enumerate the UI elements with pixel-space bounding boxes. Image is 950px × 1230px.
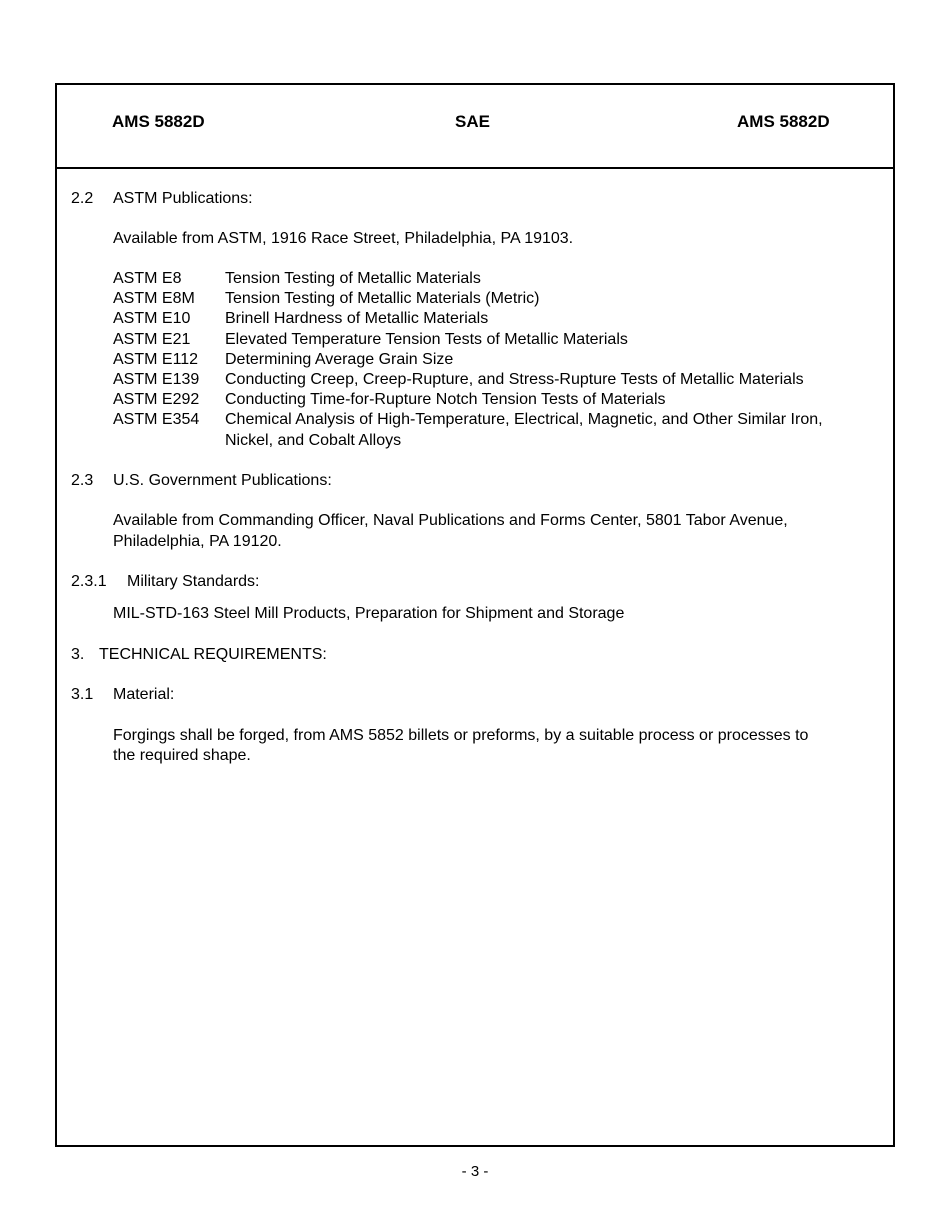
page-number: - 3 - xyxy=(461,1163,489,1180)
reference-description: Conducting Creep, Creep-Rupture, and Stress-Rupture Tests of Metallic Materials xyxy=(225,371,804,388)
section-title: Military Standards: xyxy=(127,573,260,590)
header-doc-number-left: AMS 5882D xyxy=(112,112,205,131)
header-organization: SAE xyxy=(455,112,490,131)
reference-description: Determining Average Grain Size xyxy=(225,351,454,368)
section-title: U.S. Government Publications: xyxy=(113,472,332,489)
reference-code: ASTM E10 xyxy=(113,310,191,327)
reference-description: Elevated Temperature Tension Tests of Metallic Materials xyxy=(225,331,628,348)
section-number: 2.3 xyxy=(71,472,94,489)
reference-description: Tension Testing of Metallic Materials xyxy=(225,270,481,287)
reference-description: Brinell Hardness of Metallic Materials xyxy=(225,310,489,327)
document-header xyxy=(57,85,893,169)
availability-text-continued: Philadelphia, PA 19120. xyxy=(113,533,282,550)
reference-description: Conducting Time-for-Rupture Notch Tension Tests of Materials xyxy=(225,391,666,408)
section-number: 3.1 xyxy=(71,686,94,703)
availability-text: Available from ASTM, 1916 Race Street, Philadelphia, PA 19103. xyxy=(113,230,574,247)
section-number: 2.3.1 xyxy=(71,573,107,590)
material-requirement-text: Forgings shall be forged, from AMS 5852 billets or preforms, by a suitable process or processes to xyxy=(113,727,809,744)
reference-code: ASTM E8 xyxy=(113,270,182,287)
reference-description-continued: Nickel, and Cobalt Alloys xyxy=(225,432,402,449)
page-frame xyxy=(55,83,895,1147)
military-standard-item: MIL-STD-163 Steel Mill Products, Preparation for Shipment and Storage xyxy=(113,605,625,622)
header-doc-number-right: AMS 5882D xyxy=(737,112,830,131)
reference-code: ASTM E8M xyxy=(113,290,195,307)
material-requirement-text-continued: the required shape. xyxy=(113,747,251,764)
reference-code: ASTM E292 xyxy=(113,391,200,408)
section-number: 2.2 xyxy=(71,190,94,207)
reference-code: ASTM E21 xyxy=(113,331,191,348)
section-title: Material: xyxy=(113,686,175,703)
reference-code: ASTM E354 xyxy=(113,411,200,428)
section-title: ASTM Publications: xyxy=(113,190,253,207)
section-title: TECHNICAL REQUIREMENTS: xyxy=(99,646,327,663)
reference-code: ASTM E139 xyxy=(113,371,200,388)
section-number: 3. xyxy=(71,646,85,663)
reference-code: ASTM E112 xyxy=(113,351,199,368)
reference-description: Chemical Analysis of High-Temperature, Electrical, Magnetic, and Other Similar Iron, xyxy=(225,411,823,428)
reference-description: Tension Testing of Metallic Materials (Metric) xyxy=(225,290,540,307)
availability-text: Available from Commanding Officer, Naval Publications and Forms Center, 5801 Tabor Avenue, xyxy=(113,512,788,529)
